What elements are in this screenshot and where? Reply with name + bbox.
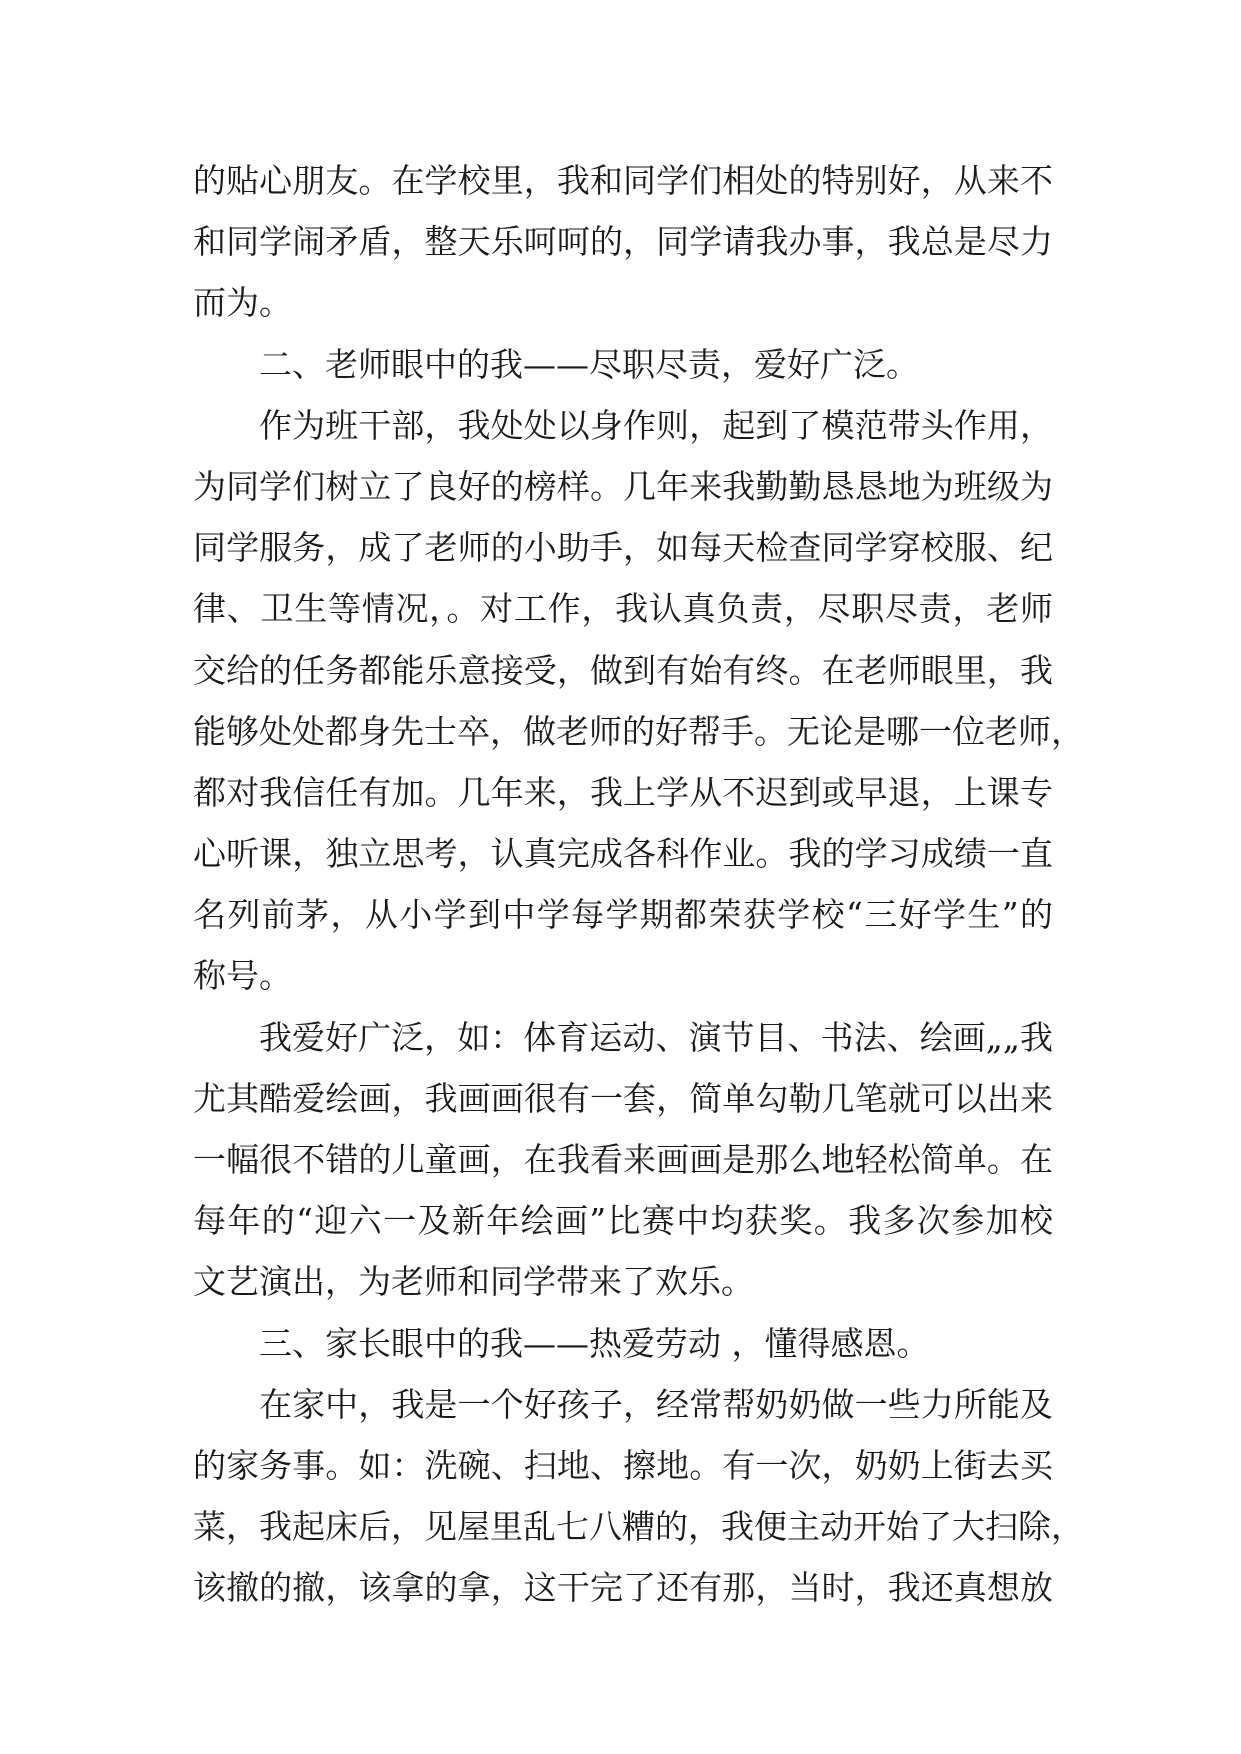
text-line: 该撤的撤，该拿的拿，这干完了还有那，当时，我还真想放 <box>193 1568 1053 1608</box>
text-line: 我爱好广泛，如：体育运动、演节目、书法、绘画„„我 <box>259 1017 1053 1057</box>
text-line: 能够处处都身先士卒，做老师的好帮手。无论是哪一位老师， <box>193 711 1084 751</box>
text-line: 每年的“迎六一及新年绘画”比赛中均获奖。我多次参加校 <box>193 1201 1053 1241</box>
text-line: 菜，我起床后，见屋里乱七八糟的，我便主动开始了大扫除， <box>193 1507 1084 1547</box>
text-line: 和同学闹矛盾，整天乐呵呵的，同学请我办事，我总是尽力 <box>193 222 1053 262</box>
text-line: 而为。 <box>193 283 292 323</box>
text-line: 文艺演出，为老师和同学带来了欢乐。 <box>193 1262 754 1302</box>
text-line: 名列前茅，从小学到中学每学期都荣获学校“三好学生”的 <box>193 895 1053 935</box>
text-line: 在家中，我是一个好孩子，经常帮奶奶做一些力所能及 <box>259 1384 1053 1424</box>
text-line: 的家务事。如：洗碗、扫地、擦地。有一次，奶奶上街去买 <box>193 1445 1053 1485</box>
text-line: 的贴心朋友。在学校里，我和同学们相处的特别好，从来不 <box>193 161 1053 200</box>
text-line: 心听课，独立思考，认真完成各科作业。我的学习成绩一直 <box>193 834 1053 874</box>
text-line: 都对我信任有加。几年来，我上学从不迟到或早退，上课专 <box>193 772 1053 812</box>
text-line: 作为班干部，我处处以身作则，起到了模范带头作用， <box>259 405 1053 445</box>
text-line: 交给的任务都能乐意接受，做到有始有终。在老师眼里，我 <box>193 650 1053 690</box>
text-line: 同学服务，成了老师的小助手，如每天检查同学穿校服、纪 <box>193 528 1053 568</box>
text-line: 一幅很不错的儿童画，在我看来画画是那么地轻松简单。在 <box>193 1140 1053 1179</box>
text-line: 称号。 <box>193 956 292 996</box>
body-text <box>193 150 1084 1619</box>
text-line: 为同学们树立了良好的榜样。几年来我勤勤恳恳地为班级为 <box>193 466 1053 506</box>
text-line: 二、老师眼中的我——尽职尽责，爱好广泛。 <box>259 344 919 384</box>
text-line: 律、卫生等情况，。对工作，我认真负责，尽职尽责，老师 <box>193 589 1053 629</box>
text-line: 尤其酷爱绘画，我画画很有一套，简单勾勒几笔就可以出来 <box>193 1078 1053 1118</box>
text-line: 三、家长眼中的我——热爱劳动 ，懂得感恩。 <box>259 1323 930 1363</box>
